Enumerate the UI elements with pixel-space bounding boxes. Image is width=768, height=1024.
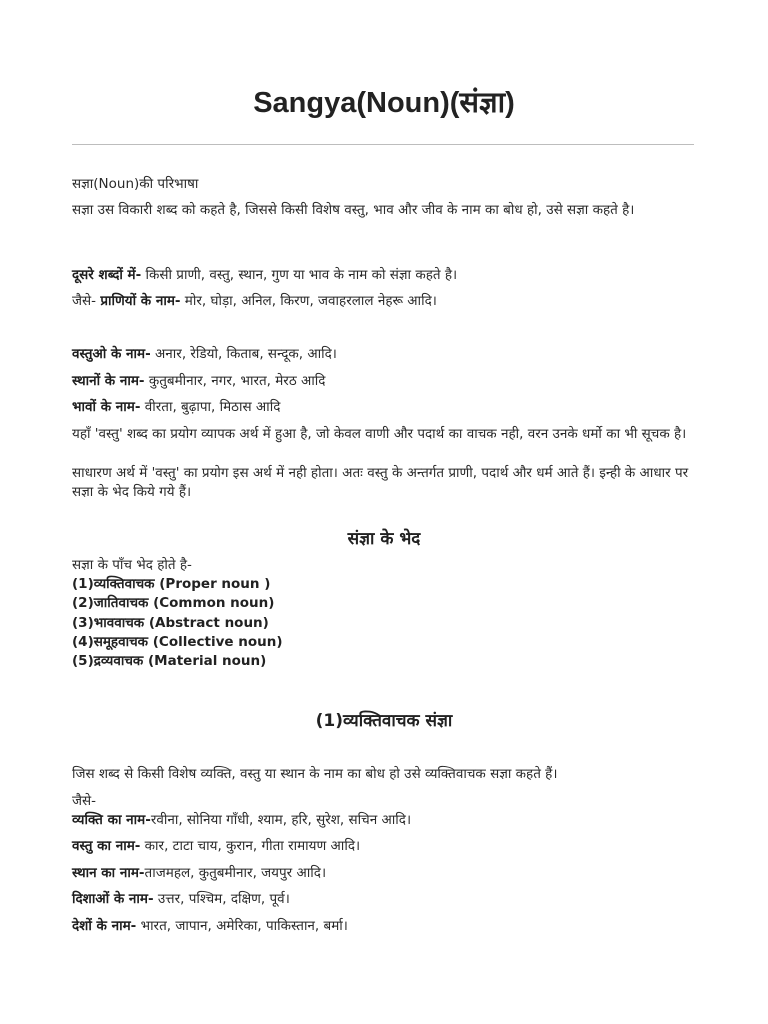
other-words-label: दूसरे शब्दों में- (72, 267, 142, 283)
feelings-line (72, 398, 698, 417)
note-paragraph-2: साधारण अर्थ में 'वस्तु' का प्रयोग इस अर्थ में नही होता। अतः वस्तु के अन्तर्गत प्राणी, पदार्थ और धर्म आते हैं। इन्ही के आधार पर सज्ञा के भेद किये गये हैं। (72, 465, 689, 500)
person-text: रवीना, सोनिया गाँधी, श्याम, हरि, सुरेश, सचिन आदि। (150, 812, 412, 828)
country-label: देशों के नाम- (72, 918, 137, 934)
types-heading: संज्ञा के भेद (347, 529, 421, 549)
types-lead: सज्ञा के पाँच भेद होते है- (72, 557, 192, 573)
proper-noun-heading: (1)व्यक्तिवाचक संज्ञा (315, 711, 453, 731)
place-line (72, 864, 698, 883)
things-text: अनार, रेडियो, किताब, सन्दूक, आदि। (150, 346, 337, 362)
thing-line (72, 837, 698, 856)
places-line (72, 372, 698, 391)
things-label: वस्तुओ के नाम- (72, 346, 151, 362)
proper-example-lead: जैसे- (72, 793, 97, 809)
type-item-4: (4)समूहवाचक (Collective noun) (72, 634, 283, 650)
places-label: स्थानों के नाम- (72, 373, 145, 389)
direction-line (72, 890, 698, 909)
page-title: Sangya(Noun)(संज्ञा) (253, 87, 515, 119)
person-label: व्यक्ति का नाम- (72, 812, 151, 828)
things-line (72, 345, 698, 364)
note-paragraph-1: यहाँ 'वस्तु' शब्द का प्रयोग व्यापक अर्थ में हुआ है, जो केवल वाणी और पदार्थ का वाचक नही, वरन उनके धर्मो का भी सूचक है। (72, 426, 687, 442)
thing-label: वस्तु का नाम- (72, 838, 141, 854)
title-divider (72, 144, 694, 145)
country-text: भारत, जापान, अमेरिका, पाकिस्तान, बर्मा। (136, 918, 348, 934)
type-item-2: (2)जातिवाचक (Common noun) (72, 595, 275, 611)
example-prefix: जैसे- (72, 293, 101, 309)
type-item-5: (5)द्रव्यवाचक (Material noun) (72, 653, 267, 669)
definition-heading: सज्ञा(Noun)की परिभाषा (72, 176, 199, 192)
country-line (72, 917, 698, 936)
direction-label: दिशाओं के नाम- (72, 891, 154, 907)
other-words-line (72, 266, 698, 285)
feelings-text: वीरता, बुढ़ापा, मिठास आदि (140, 399, 281, 415)
direction-text: उत्तर, पश्चिम, दक्षिण, पूर्व। (153, 891, 290, 907)
proper-noun-definition: जिस शब्द से किसी विशेष व्यक्ति, वस्तु या स्थान के नाम का बोध हो उसे व्यक्तिवाचक सज्ञा कहते हैं। (72, 766, 558, 782)
animals-label: प्राणियों के नाम- (100, 293, 181, 309)
type-item-1: (1)व्यक्तिवाचक (Proper noun ) (72, 576, 271, 592)
place-label: स्थान का नाम- (72, 865, 145, 881)
thing-text: कार, टाटा चाय, कुरान, गीता रामायण आदि। (140, 838, 361, 854)
type-item-3: (3)भाववाचक (Abstract noun) (72, 615, 269, 631)
animals-line (72, 292, 698, 311)
animals-text: मोर, घोड़ा, अनिल, किरण, जवाहरलाल नेहरू आदि। (180, 293, 437, 309)
feelings-label: भावों के नाम- (72, 399, 141, 415)
definition-text: सज्ञा उस विकारी शब्द को कहते है, जिससे किसी विशेष वस्तु, भाव और जीव के नाम का बोध हो, उसे सज्ञा कहते है। (72, 202, 635, 218)
person-line (72, 811, 698, 830)
other-words-text: किसी प्राणी, वस्तु, स्थान, गुण या भाव के नाम को संज्ञा कहते है। (141, 267, 458, 283)
places-text: कुतुबमीनार, नगर, भारत, मेरठ आदि (144, 373, 326, 389)
place-text: ताजमहल, कुतुबमीनार, जयपुर आदि। (144, 865, 327, 881)
